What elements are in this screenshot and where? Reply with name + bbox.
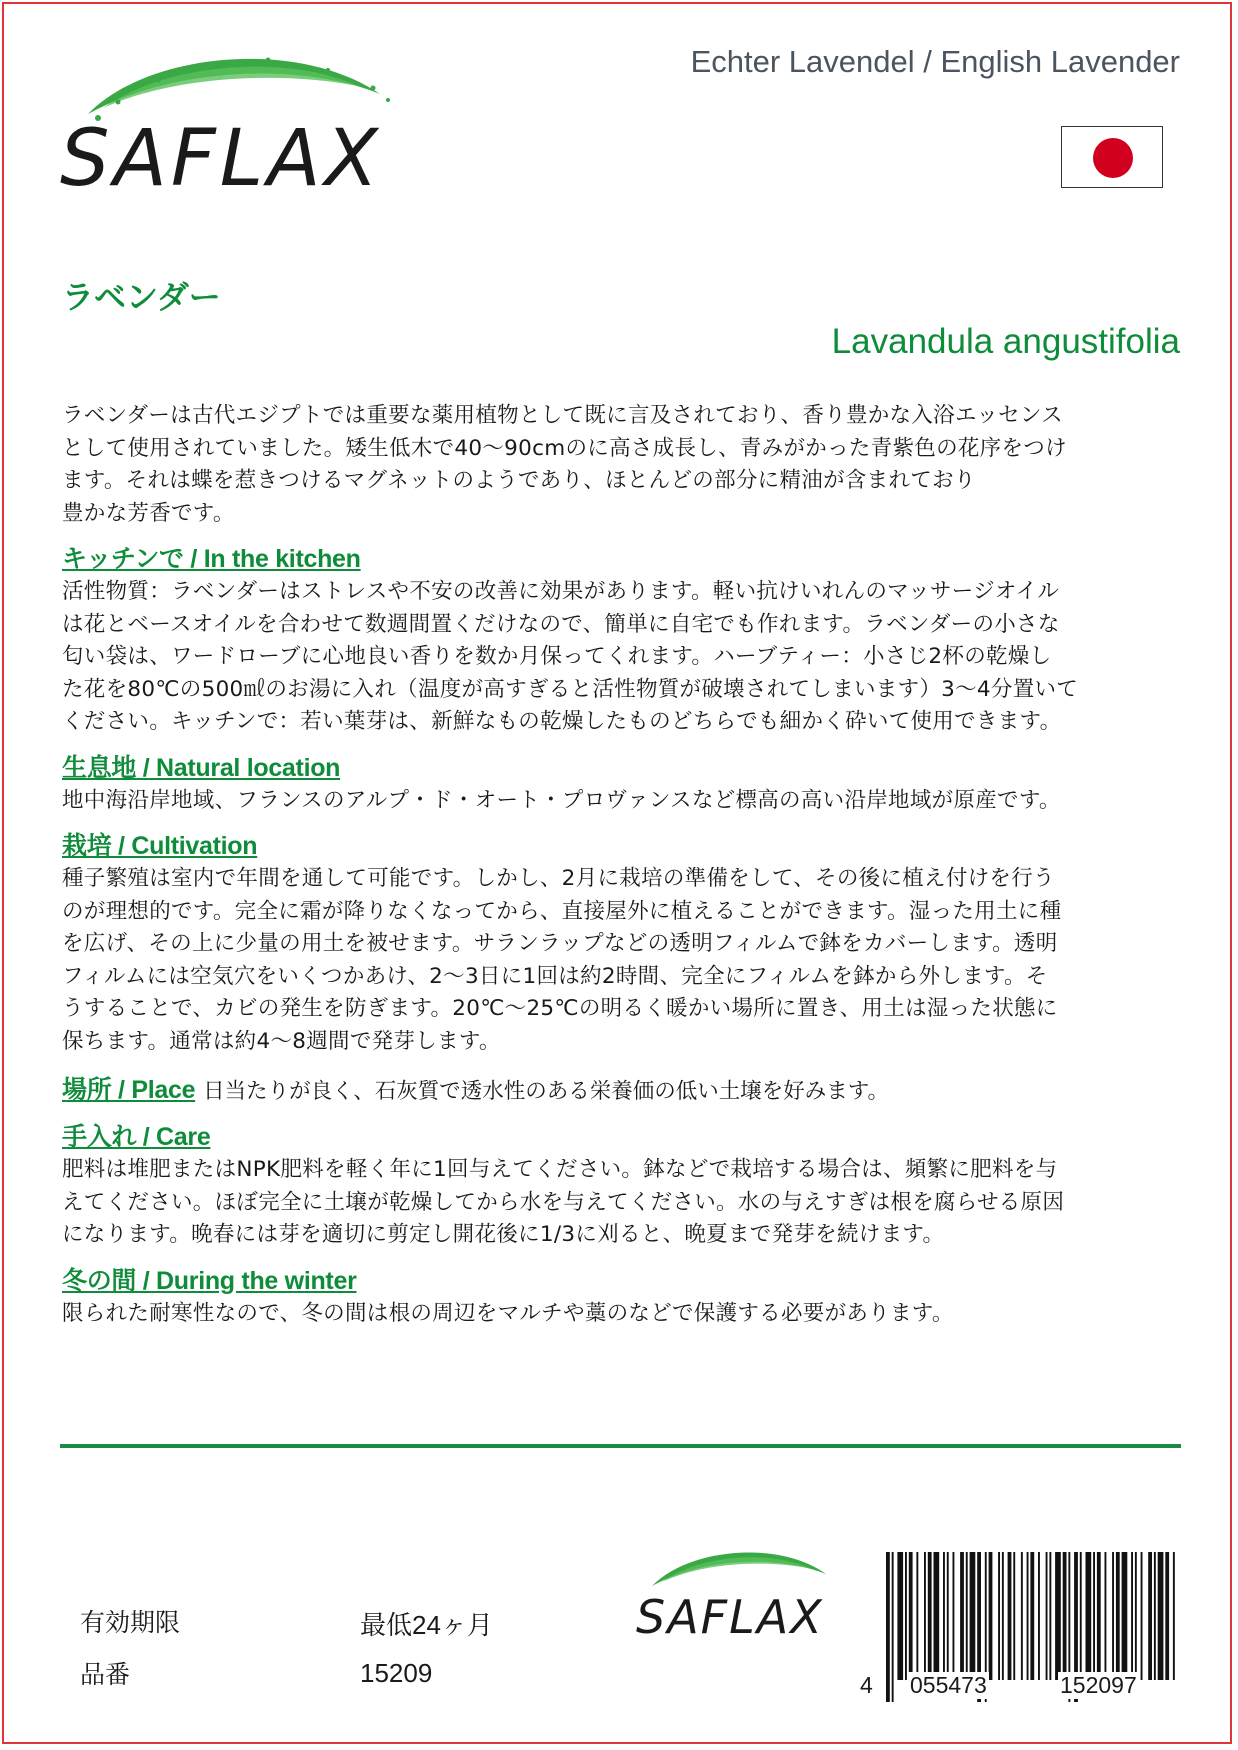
barcode-bar [1030, 1552, 1034, 1680]
barcode-bar [966, 1552, 968, 1680]
barcode-bar [1122, 1552, 1128, 1680]
barcode-bar [1080, 1552, 1082, 1680]
care-paragraph: 肥料は堆肥またはNPK肥料を軽く年に1回与えてください。鉢などで栽培する場合は、頻繁に肥料を与 えてください。ほぼ完全に土壌が乾燥してから水を与えてください。水の与えすぎは根を腐らせる原因 になります。晩春には芽を適切に剪定し開花後に1/3に刈ると、晩夏まで発芽を続けます。 [62, 1157, 1065, 1247]
product-title: Echter Lavendel / English Lavender [690, 44, 1180, 79]
kitchen-paragraph: 活性物質：ラベンダーはストレスや不安の改善に効果があります。軽い抗けいれんのマッサージオイル は花とベースオイルを合わせて数週間置くだけなので、簡単に自宅でも作れます。ラベンダーの小さな 匂い袋は、ワードローブに心地良い香りを数か月保ってくれます。ハーブティー：小さじ2杯の乾燥し た花を80℃の500㎖のお湯に入れ（温度が高すぎると活性物質が破壊されてしまいます）3～4分置いて ください。キッチンで：若い葉芽は、新鮮なもの乾燥したものどちらでも細かく砕いて使用できます。 [62, 579, 1079, 734]
barcode-bar [947, 1552, 949, 1680]
barcode-bar [1049, 1552, 1051, 1680]
place-heading: 場所 / Place [62, 1076, 196, 1104]
barcode-bar [1013, 1552, 1015, 1680]
barcode-bar [1097, 1552, 1101, 1680]
barcode-bar [905, 1552, 907, 1680]
winter-paragraph: 限られた耐寒性なので、冬の間は根の周辺をマルチや藁のなどで保護する必要があります。 [62, 1300, 954, 1326]
barcode-bar [1135, 1552, 1137, 1680]
barcode-bar [989, 1552, 993, 1680]
barcode-bar [886, 1552, 890, 1702]
barcode-bar [953, 1552, 955, 1680]
barcode-bar [1046, 1552, 1048, 1680]
barcode-bar [1002, 1552, 1004, 1680]
barcode-digit-first: 4 [860, 1672, 873, 1698]
brand-wordmark-footer: SAFLAX [636, 1590, 824, 1644]
barcode-bar [916, 1552, 918, 1680]
saflax-logo-footer [634, 1542, 834, 1652]
winter-heading: 冬の間 / During the winter [62, 1266, 357, 1295]
barcode-bar [998, 1552, 1000, 1680]
barcode-bar [1158, 1552, 1164, 1680]
barcode-bar [1141, 1552, 1143, 1680]
japan-flag-icon [1061, 126, 1163, 188]
barcode-bar [892, 1552, 894, 1702]
care-heading: 手入れ / Care [62, 1123, 211, 1151]
leaf-swoosh-icon [634, 1542, 834, 1592]
barcode-bar [1165, 1552, 1169, 1680]
barcode-bar [1148, 1552, 1152, 1680]
leaf-swoosh-icon [58, 42, 398, 122]
barcode-bar [1063, 1552, 1067, 1680]
place-row [62, 1074, 1182, 1108]
barcode-bar [1027, 1552, 1029, 1680]
kitchen-heading: キッチンで / In the kitchen [62, 545, 361, 573]
barcode-bar [1154, 1552, 1156, 1680]
barcode-bar [928, 1552, 932, 1680]
barcode-bar [1112, 1552, 1114, 1680]
barcode-bar [1105, 1552, 1107, 1680]
barcode-bar [1038, 1552, 1040, 1680]
barcode-bar [970, 1552, 976, 1680]
expiry-value: 最低24ヶ月 [360, 1610, 493, 1640]
barcode-bar [943, 1552, 945, 1680]
latin-product-name: Lavandula angustifolia [831, 322, 1180, 361]
barcode-bar [1055, 1552, 1061, 1680]
item-number-label: 品番 [80, 1660, 131, 1689]
cultivation-heading: 栽培 / Cultivation [62, 832, 258, 860]
barcode-digits-right: 152097 [1060, 1672, 1137, 1698]
description-body [62, 400, 1182, 1330]
barcode-digits-left: 055473 [910, 1672, 987, 1698]
barcode-bar [897, 1552, 903, 1680]
footer-divider [60, 1444, 1181, 1448]
expiry-label: 有効期限 [80, 1608, 181, 1637]
barcode-bar [1086, 1552, 1092, 1680]
barcode-bar [934, 1552, 940, 1680]
barcode-bar [1131, 1552, 1133, 1680]
barcode-bar [1021, 1552, 1023, 1680]
barcode-bar [1173, 1552, 1175, 1680]
place-text: 日当たりが良く、石灰質で透水性のある栄養価の低い土壌を好みます。 [203, 1079, 890, 1104]
cultivation-paragraph: 種子繁殖は室内で年間を通して可能です。しかし、2月に栽培の準備をして、その後に植え付けを行う のが理想的です。完全に霜が降りなくなってから、直接屋外に植えることができます。湿った用土に種 を広げ、その上に少量の用土を被せます。サランラップなどの透明フィルムで鉢をカバーします。透明 フィルムには空気穴をいくつかあけ、2～3日に1回は約2時間、完全にフィルムを鉢から外します。そ うすることで、カビの発生を防ぎます。20℃〜25℃の明るく暖かい場所に置き、用土は湿った状態に 保ちます。通常は約4～8週間で発芽します。 [62, 866, 1062, 1054]
item-number-value: 15209 [360, 1658, 433, 1688]
intro-paragraph: ラベンダーは古代エジプトでは重要な薬用植物として既に言及されており、香り豊かな入浴エッセンス として使用されていました。矮生低木で40〜90cmのに高さ成長し、青みがかった青紫色の花序をつけ ます。それは蝶を惹きつけるマグネットのようであり、ほとんどの部分に精油が含まれており 豊かな芳香です。 [62, 403, 1067, 526]
barcode-bar [924, 1552, 926, 1680]
saflax-logo [58, 42, 398, 212]
barcode-bar [1116, 1552, 1120, 1680]
brand-wordmark: SAFLAX [60, 114, 382, 204]
barcode-bar [1093, 1552, 1095, 1680]
japanese-product-name: ラベンダー [62, 278, 221, 316]
location-paragraph: 地中海沿岸地域、フランスのアルプ・ド・オート・プロヴァンスなど標高の高い沿岸地域が原産です。 [62, 787, 1061, 813]
barcode-bar [909, 1552, 913, 1680]
location-heading: 生息地 / Natural location [62, 753, 341, 782]
barcode-bar [960, 1552, 964, 1680]
barcode-bar [1008, 1552, 1012, 1680]
